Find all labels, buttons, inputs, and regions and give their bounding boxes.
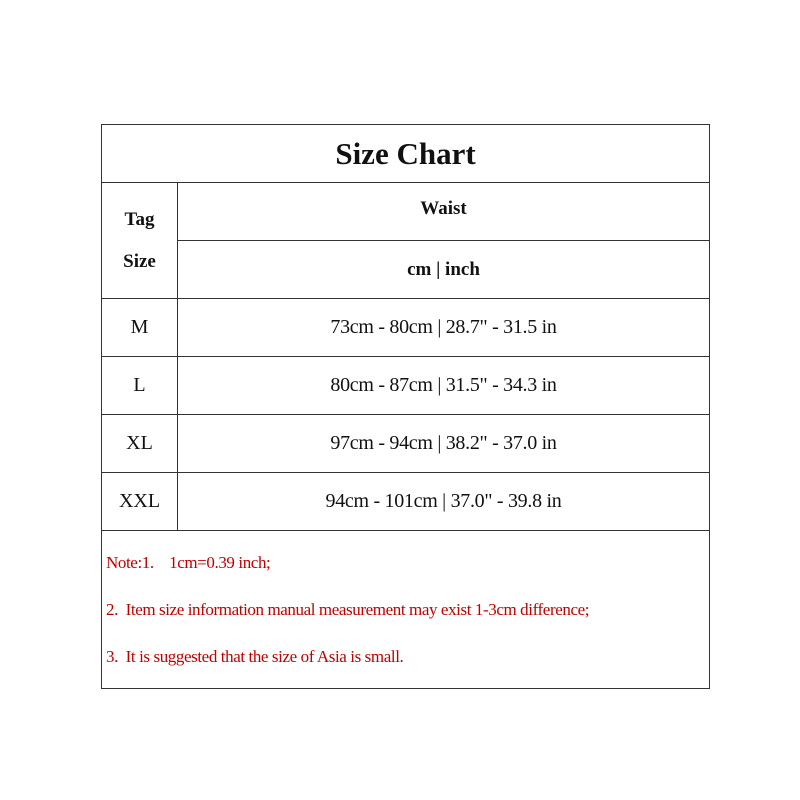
size-cell: L	[102, 357, 178, 414]
table-row	[102, 415, 709, 473]
table-row	[102, 473, 709, 531]
waist-cell: 80cm - 87cm | 31.5" - 34.3 in	[330, 374, 557, 396]
waist-cell: 97cm - 94cm | 38.2" - 37.0 in	[330, 432, 557, 454]
chart-title: Size Chart	[102, 125, 709, 183]
table-row	[102, 299, 709, 357]
waist-header: Waist	[178, 183, 709, 241]
waist-cell: 94cm - 101cm | 37.0" - 39.8 in	[325, 490, 562, 512]
waist-cell: 73cm - 80cm | 28.7" - 31.5 in	[330, 316, 557, 338]
table-row	[102, 357, 709, 415]
tag-size-header-line2: Size	[123, 250, 156, 272]
size-chart-table	[101, 124, 710, 689]
note-line: 3. It is suggested that the size of Asia is small.	[106, 647, 404, 666]
note-line: 2. Item size information manual measurement may exist 1-3cm difference;	[106, 600, 590, 619]
size-cell: M	[102, 299, 178, 356]
note-line: Note:1. 1cm=0.39 inch;	[106, 553, 271, 572]
tag-size-header-line1: Tag	[124, 208, 155, 230]
notes-section	[102, 531, 709, 688]
tag-size-header	[102, 183, 178, 299]
units-header: cm | inch	[178, 241, 709, 299]
size-cell: XXL	[102, 473, 178, 530]
size-cell: XL	[102, 415, 178, 472]
